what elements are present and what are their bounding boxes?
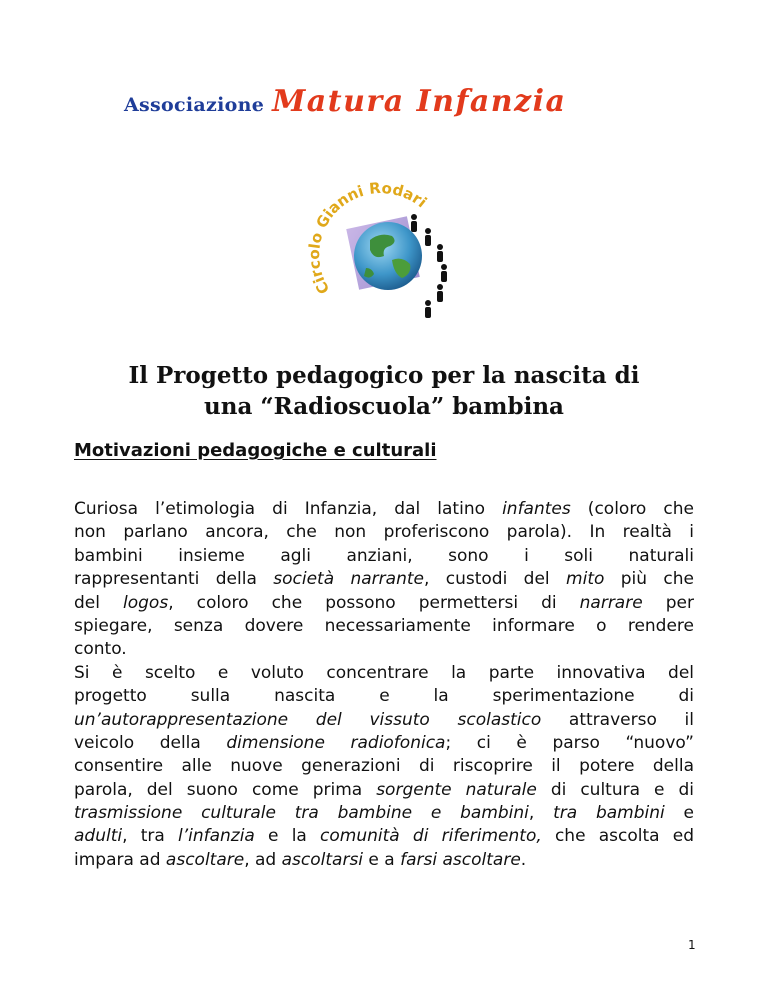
- italic-text: un’autorappresentazione del vissuto scolastico: [74, 709, 542, 730]
- globe-icon: [354, 222, 422, 290]
- paragraph-line: [74, 615, 694, 638]
- circolo-logo: [300, 180, 475, 330]
- page-number: 1: [688, 938, 696, 952]
- paragraph-line: [74, 849, 694, 872]
- text-run: Si è scelto e voluto concentrare la parte innovativa del: [74, 662, 694, 683]
- text-run: che ascolta ed: [541, 826, 694, 847]
- paragraph-line: [74, 521, 694, 544]
- italic-text: mito: [566, 569, 605, 590]
- italic-text: ascoltare: [165, 849, 245, 870]
- paragraph-line: [74, 498, 694, 521]
- associazione-label: Associazione: [124, 94, 265, 116]
- paragraph-line: [74, 802, 694, 825]
- text-run: , custodi del: [423, 569, 567, 590]
- text-run: e a: [363, 849, 401, 870]
- italic-text: farsi ascoltare: [400, 849, 521, 870]
- paragraph-line: [74, 732, 694, 755]
- text-run: bambini insieme agli anziani, sono i soli naturali: [74, 545, 694, 566]
- text-run: attraverso il: [541, 709, 694, 730]
- text-run: parola, del suono come prima: [74, 779, 377, 800]
- italic-text: sorgente naturale: [376, 779, 537, 800]
- body-paragraph: [74, 498, 694, 872]
- association-header: [124, 84, 566, 119]
- paragraph-line: [74, 825, 694, 848]
- italic-text: dimensione radiofonica: [226, 732, 446, 753]
- association-name: Matura Infanzia: [272, 84, 567, 119]
- text-run: e la: [254, 826, 321, 847]
- text-run: veicolo della: [74, 732, 227, 753]
- italic-text: adulti: [74, 826, 123, 847]
- paragraph-line: [74, 568, 694, 591]
- text-run: , coloro che possono permettersi di: [168, 592, 580, 613]
- italic-text: società narrante: [273, 569, 424, 590]
- italic-text: comunità di riferimento,: [320, 826, 542, 847]
- text-run: di cultura e di: [536, 779, 695, 800]
- text-run: e: [664, 803, 694, 824]
- italic-text: tra bambini: [553, 803, 665, 824]
- text-run: più che: [604, 569, 694, 590]
- paragraph-line: [74, 638, 694, 661]
- section-heading: Motivazioni pedagogiche e culturali: [74, 440, 437, 461]
- text-run: (coloro che: [570, 499, 694, 519]
- text-run: .: [520, 849, 527, 870]
- text-run: progetto sulla nascita e la sperimentazione di: [74, 686, 694, 707]
- italic-text: infantes: [502, 499, 571, 519]
- title-line: Il Progetto pedagogico per la nascita di: [128, 362, 640, 389]
- italic-text: trasmissione culturale tra bambine e bambini: [74, 803, 529, 824]
- document-title: [0, 360, 768, 422]
- text-run: del: [74, 592, 124, 613]
- text-run: , tra: [122, 826, 178, 847]
- text-run: Curiosa l’etimologia di Infanzia, dal latino: [74, 499, 503, 519]
- text-run: , ad: [244, 849, 282, 870]
- paragraph-line: [74, 755, 694, 778]
- text-run: non parlano ancora, che non proferiscono parola). In realtà i: [74, 522, 694, 543]
- text-run: conto.: [74, 639, 127, 660]
- paragraph-line: [74, 545, 694, 568]
- text-run: impara ad: [74, 849, 166, 870]
- text-run: per: [642, 592, 694, 613]
- text-run: spiegare, senza dovere necessariamente informare o rendere: [74, 615, 694, 636]
- italic-text: l’infanzia: [177, 826, 255, 847]
- paragraph-line: [74, 662, 694, 685]
- paragraph-line: [74, 592, 694, 615]
- paragraph-line: [74, 685, 694, 708]
- italic-text: logos: [123, 592, 169, 613]
- text-run: rappresentanti della: [74, 569, 274, 590]
- paragraph-line: [74, 779, 694, 802]
- italic-text: ascoltarsi: [281, 849, 364, 870]
- logo-text: Circolo Gianni Rodari: [305, 180, 431, 298]
- text-run: consentire alle nuove generazioni di riscoprire il potere della: [74, 756, 694, 777]
- text-run: ,: [528, 803, 554, 824]
- title-line: una “Radioscuola” bambina: [204, 393, 564, 420]
- italic-text: narrare: [579, 592, 643, 613]
- text-run: ; ci è parso “nuovo”: [445, 732, 694, 753]
- paragraph-line: [74, 709, 694, 732]
